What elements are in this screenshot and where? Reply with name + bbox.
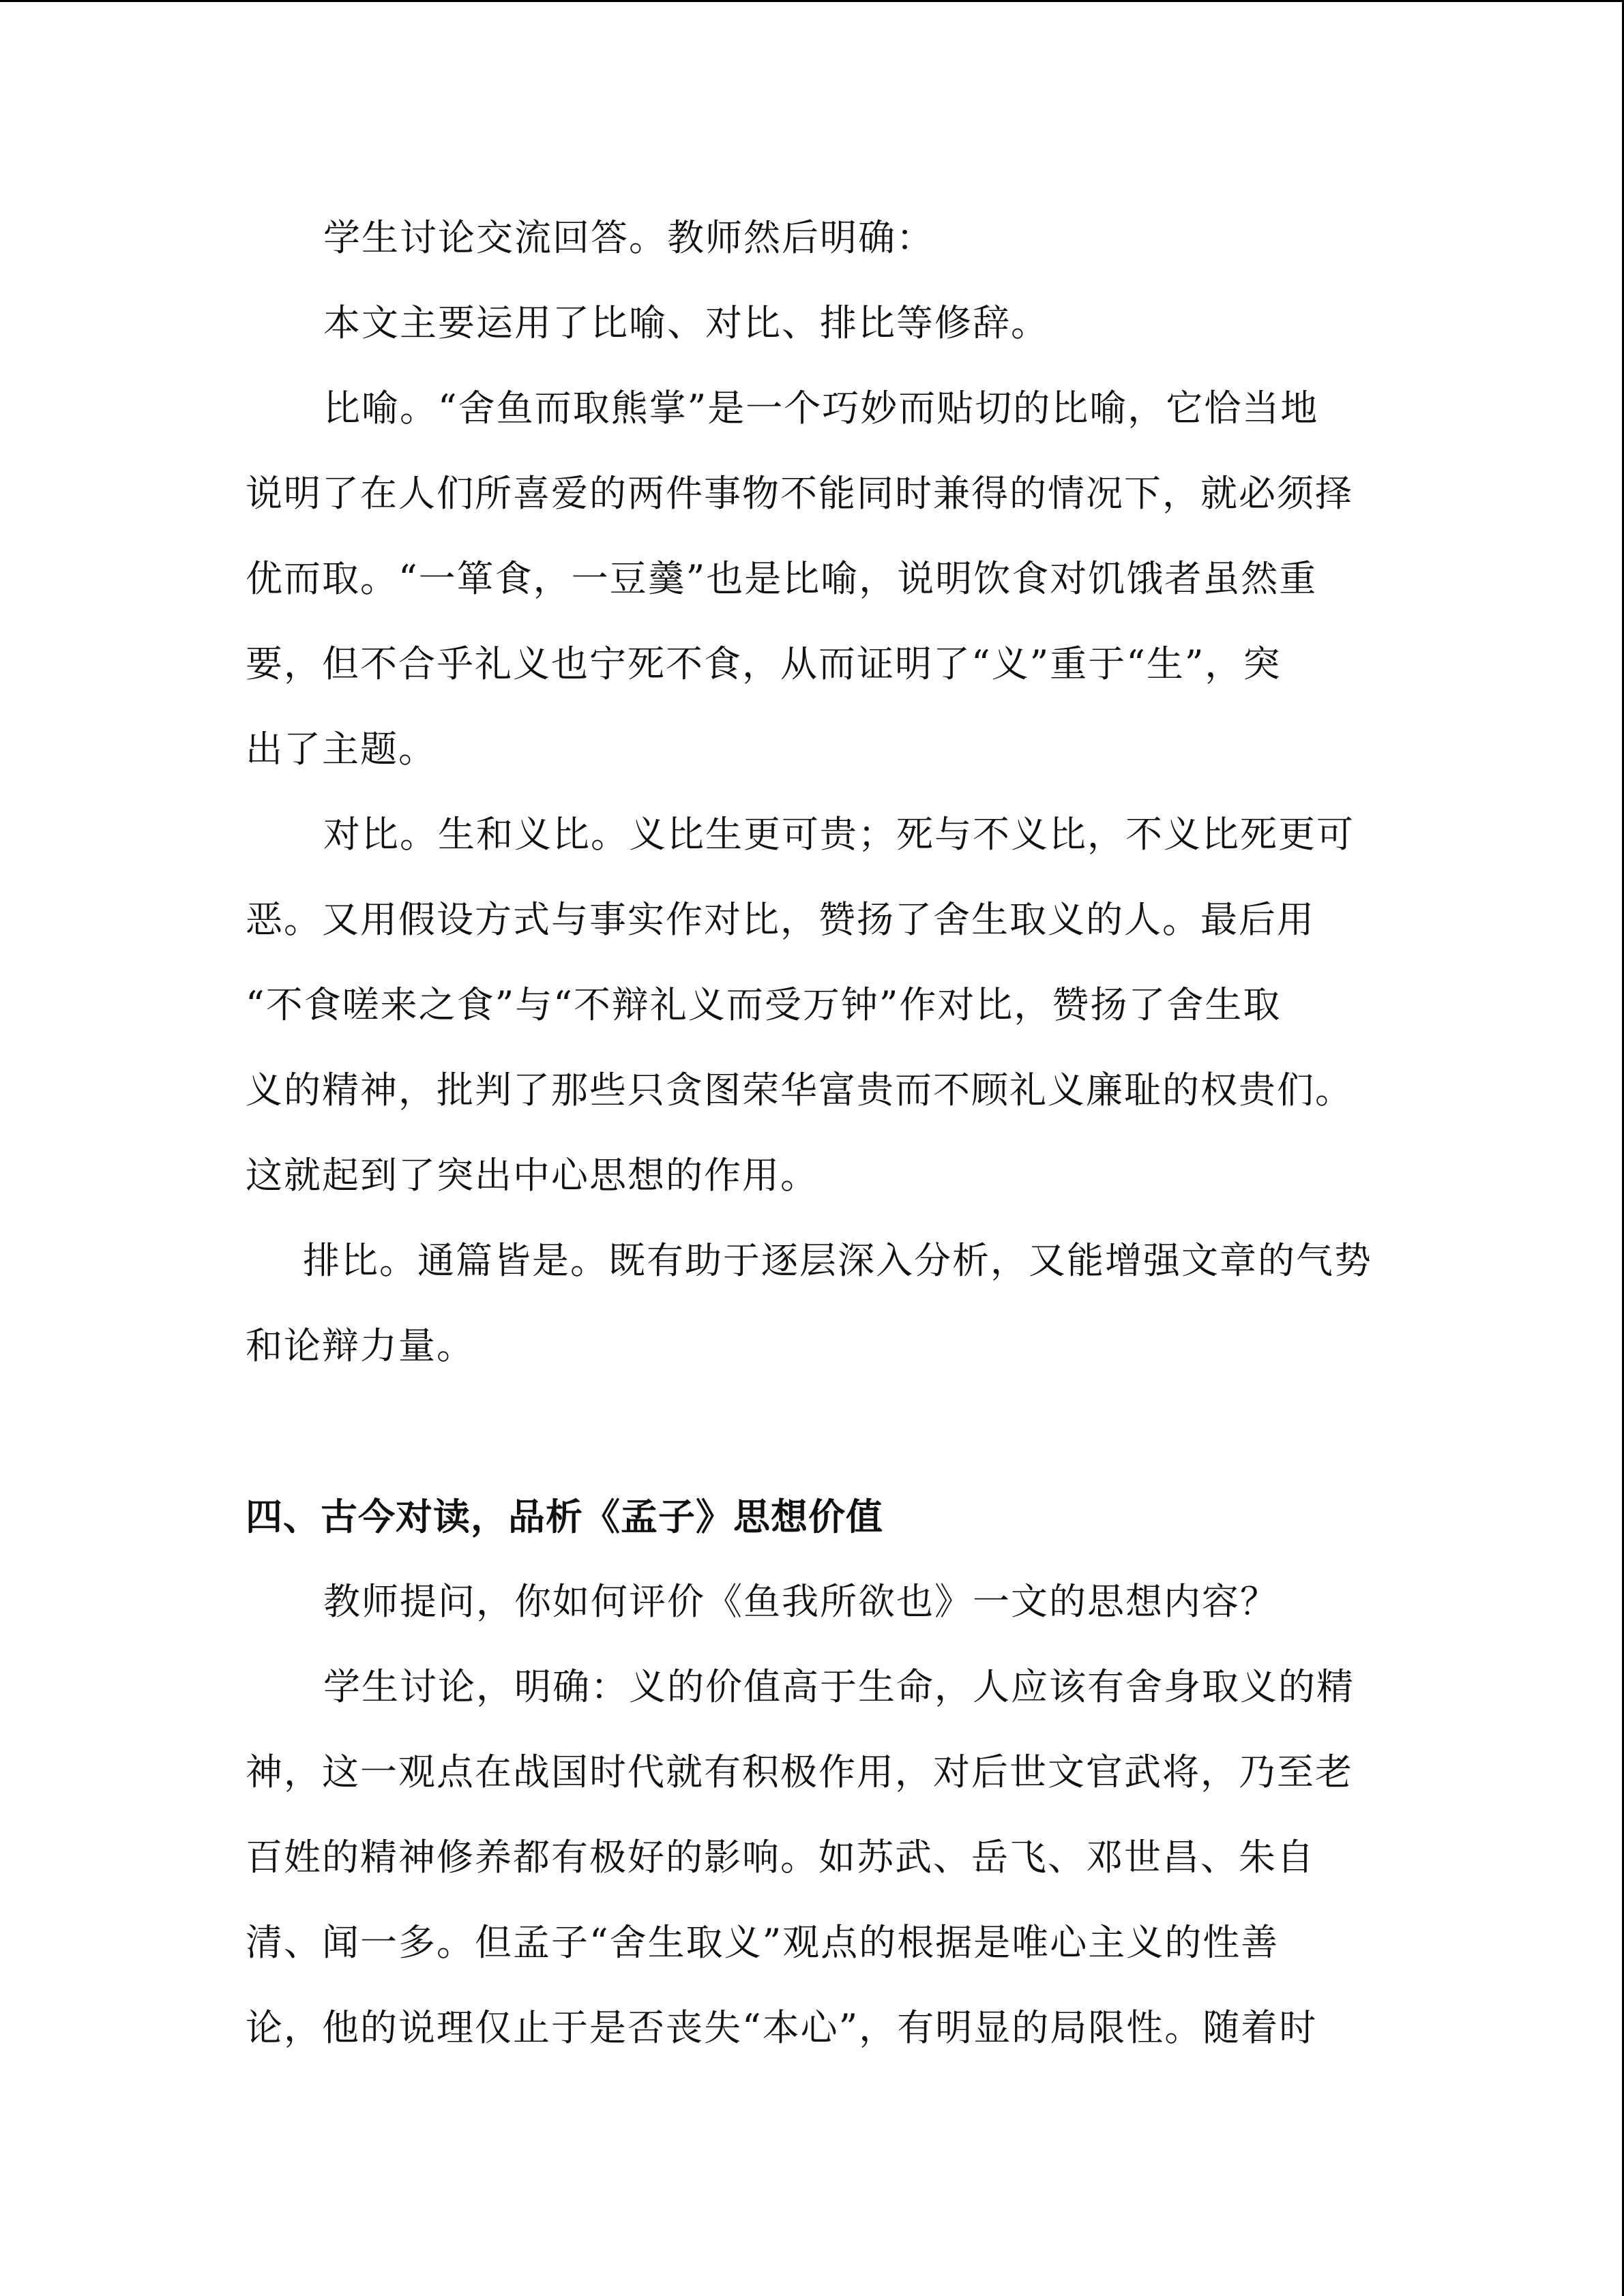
- paragraph-line: 说明了在人们所喜爱的两件事物不能同时兼得的情况下，就必须择: [246, 472, 1353, 515]
- paragraph-line: 义的精神，批判了那些只贪图荣华富贵而不顾礼义廉耻的权贵们。: [246, 1069, 1353, 1112]
- paragraph-line: 教师提问，你如何评价《鱼我所欲也》一文的思想内容？: [323, 1580, 1278, 1623]
- section-heading: 四、古今对读，品析《孟子》思想价值: [246, 1495, 883, 1538]
- paragraph-line: 清、闻一多。但孟子“舍生取义”观点的根据是唯心主义的性善: [246, 1921, 1280, 1964]
- paragraph-line: 学生讨论，明确：义的价值高于生命，人应该有舍身取义的精: [323, 1665, 1355, 1708]
- paragraph-line: 学生讨论交流回答。教师然后明确：: [323, 216, 934, 259]
- paragraph-line: 本文主要运用了比喻、对比、排比等修辞。: [323, 301, 1049, 344]
- paragraph-line: 排比。通篇皆是。既有助于逐层深入分析，又能增强文章的气势: [303, 1239, 1372, 1282]
- paragraph-line: 要，但不合乎礼义也宁死不食，从而证明了“义”重于“生”，突: [246, 642, 1282, 685]
- paragraph-line: 和论辩力量。: [246, 1324, 475, 1367]
- paragraph-line: 对比。生和义比。义比生更可贵；死与不义比，不义比死更可: [323, 813, 1355, 856]
- paragraph-line: 优而取。“一箪食，一豆羹”也是比喻，说明饮食对饥饿者虽然重: [246, 557, 1318, 600]
- paragraph-line: “不食嗟来之食”与“不辩礼义而受万钟”作对比，赞扬了舍生取: [246, 983, 1282, 1026]
- paragraph-line: 神，这一观点在战国时代就有积极作用，对后世文官武将，乃至老: [246, 1750, 1353, 1793]
- paragraph-line: 这就起到了突出中心思想的作用。: [246, 1154, 818, 1197]
- paragraph-line: 比喻。“舍鱼而取熊掌”是一个巧妙而贴切的比喻，它恰当地: [323, 387, 1319, 430]
- paragraph-line: 出了主题。: [246, 728, 437, 771]
- paragraph-line: 恶。又用假设方式与事实作对比，赞扬了舍生取义的人。最后用: [246, 898, 1315, 941]
- paragraph-line: 百姓的精神修养都有极好的影响。如苏武、岳飞、邓世昌、朱自: [246, 1836, 1315, 1879]
- paragraph-line: 论，他的说理仅止于是否丧失“本心”，有明显的局限性。随着时: [246, 2006, 1318, 2049]
